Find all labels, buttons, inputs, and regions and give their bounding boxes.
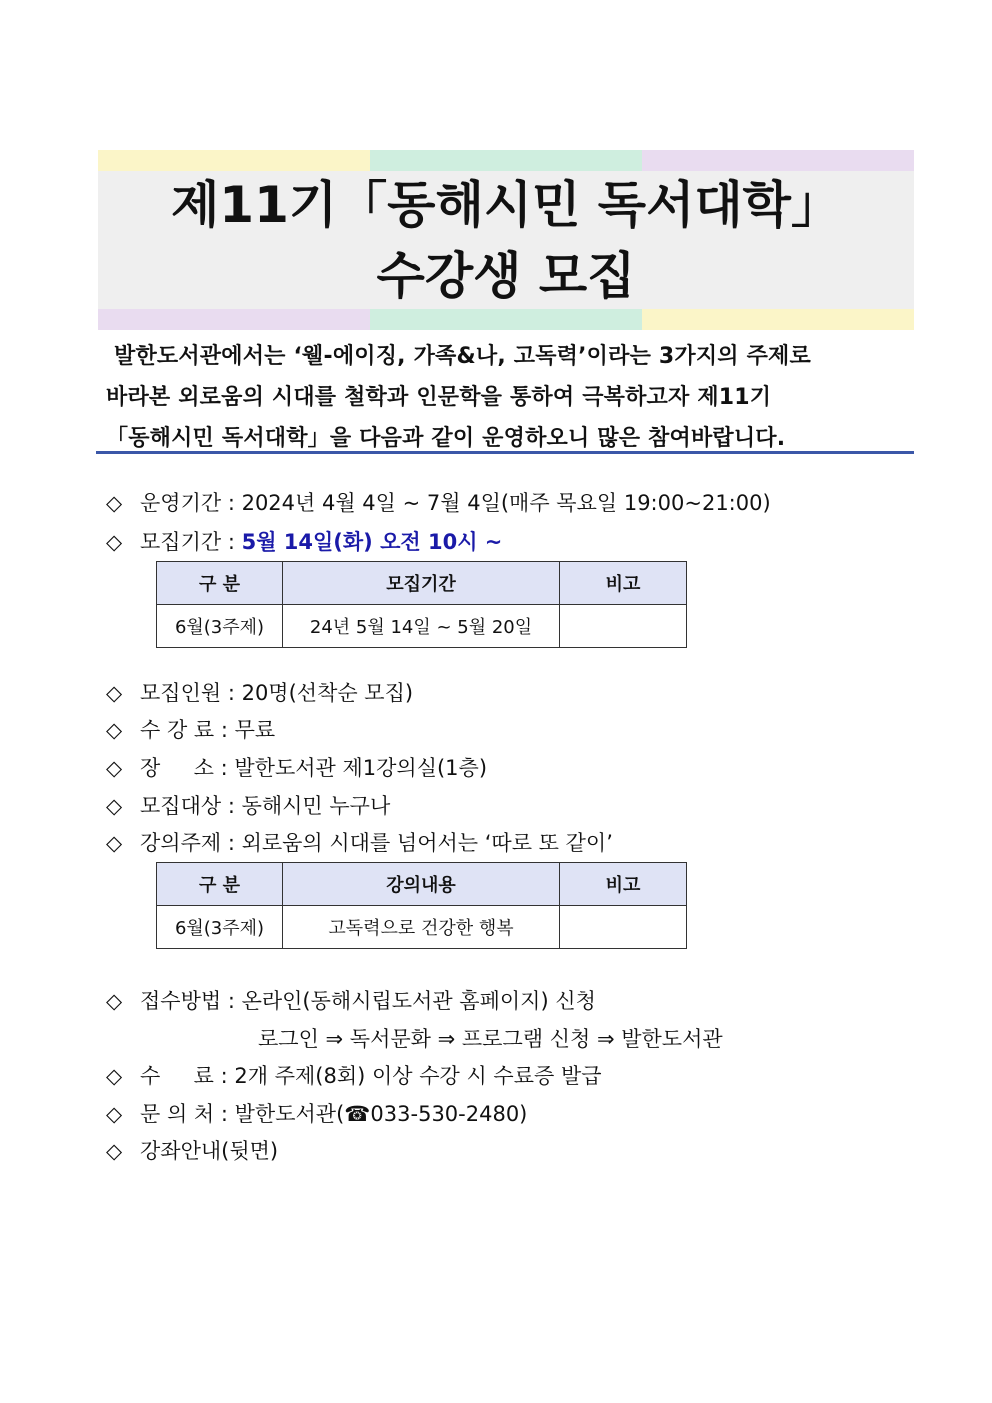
diamond-icon: ◇ xyxy=(106,831,123,855)
table-row xyxy=(157,906,687,949)
diamond-icon: ◇ xyxy=(106,756,123,780)
table-header: 강의내용 xyxy=(283,863,560,906)
target-item: ◇ 모집대상 : 동해시민 누구나 xyxy=(106,794,391,818)
table-cell: 24년 5월 14일 ~ 5월 20일 xyxy=(283,605,560,648)
title-banner xyxy=(98,150,914,330)
table-header: 구 분 xyxy=(157,863,283,906)
diamond-icon: ◇ xyxy=(106,1102,123,1126)
intro-line: 「동해시민 독서대학」을 다음과 같이 운영하오니 많은 참여바랍니다. xyxy=(106,426,786,451)
diamond-icon: ◇ xyxy=(106,1064,123,1088)
diamond-icon: ◇ xyxy=(106,681,123,705)
diamond-icon: ◇ xyxy=(106,989,123,1013)
apply-item: ◇ 접수방법 : 온라인(동해시립도서관 홈페이지) 신청 xyxy=(106,989,596,1013)
page-title: 제11기「동해시민 독서대학」 xyxy=(171,176,841,234)
banner-bottom-strip xyxy=(98,309,914,330)
place-item: ◇ 장 소 : 발한도서관 제1강의실(1층) xyxy=(106,756,488,780)
course-info-item: ◇ 강좌안내(뒷면) xyxy=(106,1139,279,1163)
diamond-icon: ◇ xyxy=(106,530,123,554)
table-header: 모집기간 xyxy=(283,562,560,605)
intro-line: 발한도서관에서는 ‘웰-에이징, 가족&나, 고독력’이라는 3가지의 주제로 xyxy=(114,344,811,369)
divider xyxy=(96,451,914,454)
table-cell: 고독력으로 건강한 행복 xyxy=(283,906,560,949)
intro-line: 바라본 외로움의 시대를 철학과 인문학을 통하여 극복하고자 제11기 xyxy=(106,385,772,410)
recruit-count-item: ◇ 모집인원 : 20명(선착순 모집) xyxy=(106,681,414,705)
diamond-icon: ◇ xyxy=(106,718,123,742)
fee-item: ◇ 수 강 료 : 무료 xyxy=(106,718,276,742)
intro-paragraph xyxy=(106,336,906,459)
apply-path: 로그인 ⇒ 독서문화 ⇒ 프로그램 신청 ⇒ 발한도서관 xyxy=(258,1027,723,1051)
recruit-period-item: ◇ 모집기간 : 5월 14일(화) 오전 10시 ~ xyxy=(106,530,503,554)
lecture-table xyxy=(156,862,687,949)
completion-item: ◇ 수 료 : 2개 주제(8회) 이상 수강 시 수료증 발급 xyxy=(106,1064,602,1088)
recruit-period-table xyxy=(156,561,687,648)
table-cell xyxy=(560,906,687,949)
table-header: 비고 xyxy=(560,562,687,605)
banner-top-strip xyxy=(98,150,914,171)
diamond-icon: ◇ xyxy=(106,1139,123,1163)
page-subtitle: 수강생 모집 xyxy=(376,247,636,305)
theme-item: ◇ 강의주제 : 외로움의 시대를 넘어서는 ‘따로 또 같이’ xyxy=(106,831,613,855)
table-cell: 6월(3주제) xyxy=(157,605,283,648)
diamond-icon: ◇ xyxy=(106,794,123,818)
table-row xyxy=(157,605,687,648)
contact-item: ◇ 문 의 처 : 발한도서관(☎033-530-2480) xyxy=(106,1102,528,1126)
table-cell xyxy=(560,605,687,648)
table-cell: 6월(3주제) xyxy=(157,906,283,949)
recruit-period-highlight: 5월 14일(화) 오전 10시 ~ xyxy=(241,530,503,554)
operation-period-item: ◇ 운영기간 : 2024년 4월 4일 ~ 7월 4일(매주 목요일 19:00~21:00) xyxy=(106,491,771,515)
table-header: 비고 xyxy=(560,863,687,906)
diamond-icon: ◇ xyxy=(106,491,123,515)
table-header: 구 분 xyxy=(157,562,283,605)
